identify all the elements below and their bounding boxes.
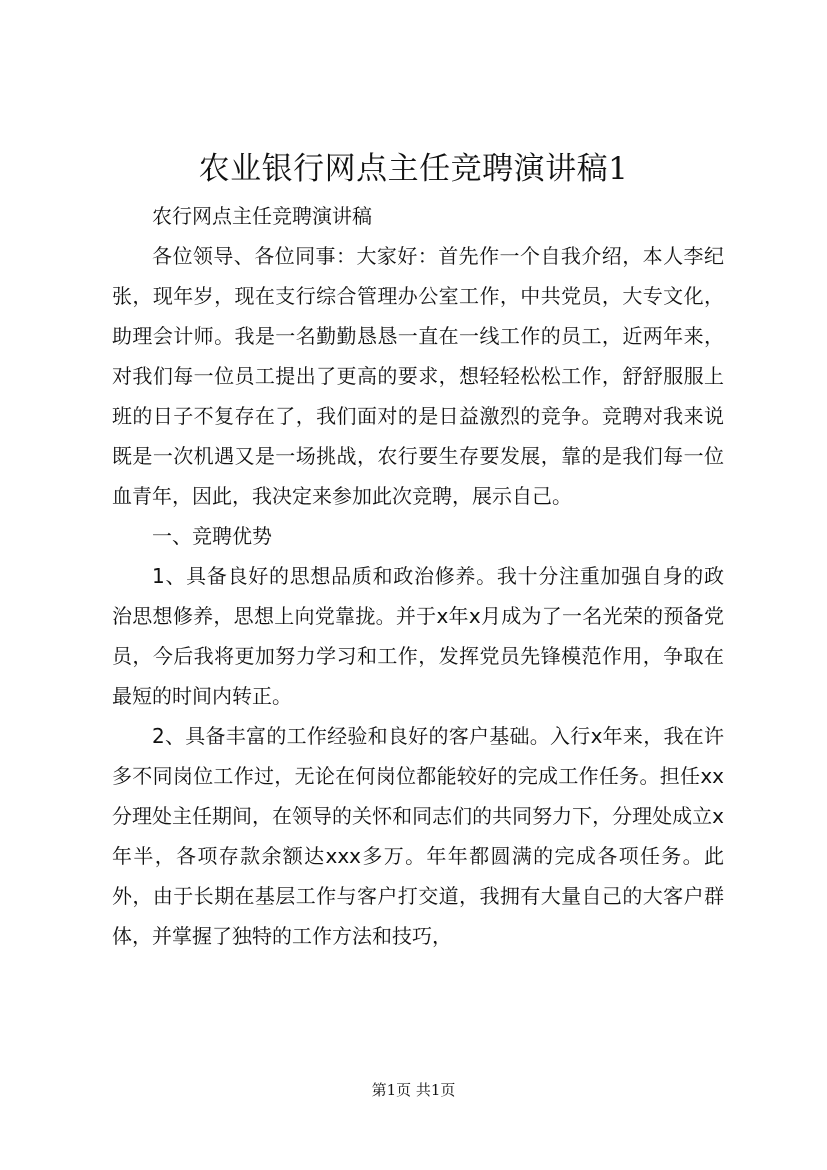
document-title: 农业银行网点主任竞聘演讲稿1 (198, 151, 629, 187)
document-body (112, 196, 724, 956)
advantage-2-paragraph: 2、具备丰富的工作经验和良好的客户基础。入行x年来，我在许多不同岗位工作过，无论在何岗位都能较好的完成工作任务。担任xx分理处主任期间，在领导的关怀和同志们的共同努力下，分理处成立x年半，各项存款余额达xxx多万。年年都圆满的完成各项任务。此外，由于长期在基层工作与客户打交道，我拥有大量自己的大客户群体，并掌握了独特的工作方法和技巧， (112, 724, 724, 948)
intro-paragraph: 各位领导、各位同事：大家好：首先作一个自我介绍，本人李纪张，现年岁，现在支行综合管理办公室工作，中共党员，大专文化，助理会计师。我是一名勤勤恳恳一直在一线工作的员工，近两年来，对我们每一位员工提出了更高的要求，想轻轻松松工作，舒舒服服上班的日子不复存在了，我们面对的是日益激烈的竞争。竞聘对我来说既是一次机遇又是一场挑战，农行要生存要发展，靠的是我们每一位血青年，因此，我决定来参加此次竞聘，展示自己。 (112, 244, 724, 508)
page-footer: 第1页 共1页 (371, 1081, 456, 1099)
section-heading-advantages: 一、竞聘优势 (152, 524, 272, 548)
subtitle-paragraph: 农行网点主任竞聘演讲稿 (152, 204, 372, 228)
advantage-1-paragraph: 1、具备良好的思想品质和政治修养。我十分注重加强自身的政治思想修养，思想上向党靠拢。并于x年x月成为了一名光荣的预备党员，今后我将更加努力学习和工作，发挥党员先锋模范作用，争取在最短的时间内转正。 (112, 564, 724, 708)
